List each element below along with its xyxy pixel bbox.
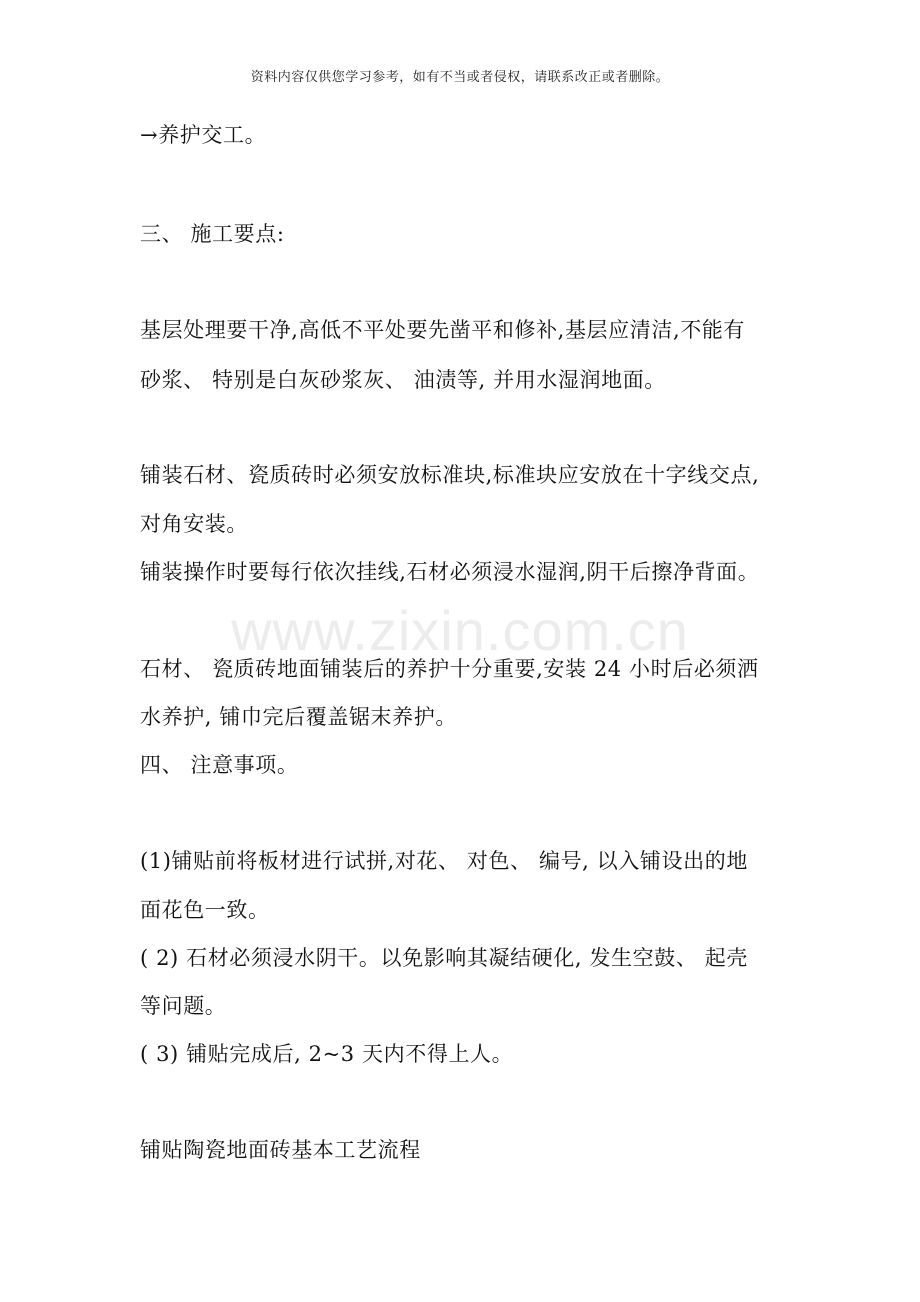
- section-heading-construction-points: 三、 施工要点:: [140, 222, 285, 246]
- text-line-standard-block-1: 铺装石材、瓷质砖时必须安放标准块,标准块应安放在十字线交点,: [140, 463, 760, 487]
- text-line-curing-handover: →养护交工。: [140, 123, 267, 147]
- text-line-base-treatment-1: 基层处理要干净,高低不平处要先凿平和修补,基层应清洁,不能有: [140, 318, 746, 342]
- text-line-base-treatment-2: 砂浆、 特别是白灰砂浆灰、 油渍等, 并用水湿润地面。: [140, 368, 666, 392]
- text-line-note-2b: 等问题。: [140, 994, 227, 1018]
- text-line-note-2a: ( 2) 石材必须浸水阴干。以免影响其凝结硬化, 发生空鼓、 起壳: [140, 946, 748, 970]
- text-line-note-3: ( 3) 铺贴完成后, 2~3 天内不得上人。: [140, 1042, 514, 1066]
- text-line-curing-1: 石材、 瓷质砖地面铺装后的养护十分重要,安装 24 小时后必须洒: [140, 657, 759, 681]
- text-line-curing-2: 水养护, 铺巾完后覆盖锯末养护。: [140, 705, 457, 729]
- watermark: www.zixin.com.cn: [231, 599, 689, 662]
- text-line-note-1b: 面花色一致。: [140, 898, 270, 922]
- text-line-stringline: 铺装操作时要每行依次挂线,石材必须浸水湿润,阴干后擦净背面。: [140, 560, 760, 584]
- text-line-standard-block-2: 对角安装。: [140, 512, 248, 536]
- section-heading-tile-process: 铺贴陶瓷地面砖基本工艺流程: [140, 1138, 421, 1162]
- disclaimer-header: 资料内容仅供您学习参考，如有不当或者侵权，请联系改正或者删除。: [250, 70, 670, 85]
- section-heading-precautions: 四、 注意事项。: [140, 753, 299, 777]
- text-line-note-1a: (1)铺贴前将板材进行试拼,对花、 对色、 编号, 以入铺设出的地: [140, 849, 748, 873]
